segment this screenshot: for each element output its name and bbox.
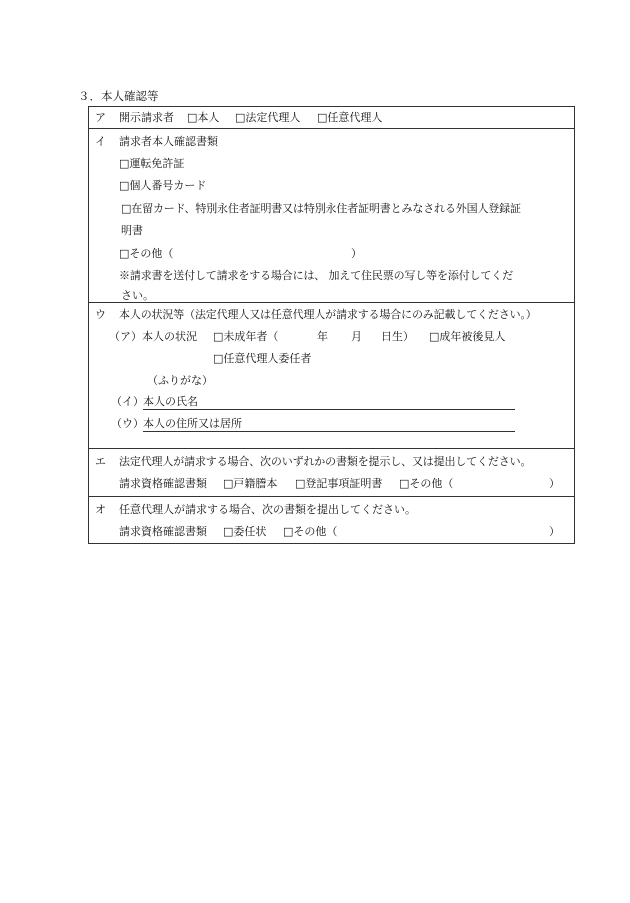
mail-note-cont: さい。	[121, 289, 154, 302]
birth-day-label: 日生）	[381, 330, 414, 343]
legal-rep-instructions: 法定代理人が請求する場合、次のいずれかの書類を提示し、又は提出してください。	[119, 455, 532, 468]
checkbox-other-agent-doc[interactable]: □その他（	[283, 525, 338, 538]
section-principal-status	[89, 303, 574, 449]
section-mark: ア	[95, 111, 106, 124]
other-agent-doc-close: ）	[549, 525, 560, 538]
checkbox-residence-card[interactable]: □在留カード、特別永住者証明書又は特別永住者証明書とみなされる外国人登録証	[121, 202, 521, 215]
section-id-documents	[89, 129, 574, 303]
checkbox-other-id[interactable]: □その他（	[119, 247, 174, 260]
checkbox-other-legal-doc[interactable]: □その他（	[399, 477, 454, 490]
checkbox-registry-certificate[interactable]: □登記事項証明書	[295, 477, 383, 490]
principal-address-label: 本人の住所又は居所	[143, 417, 242, 430]
birth-month-label: 月	[351, 330, 362, 343]
section-mark: イ	[95, 135, 106, 148]
voluntary-agent-instructions: 任意代理人が請求する場合、次の書類を提出してください。	[119, 503, 416, 516]
requester-label: 開示請求者	[119, 111, 174, 124]
checkbox-my-number-card[interactable]: □個人番号カード	[119, 179, 207, 192]
section-voluntary-agent-docs	[89, 497, 574, 543]
principal-name-field[interactable]	[143, 395, 515, 410]
principal-status-label: 本人の状況等（法定代理人又は任意代理人が請求する場合にのみ記載してください。）	[119, 308, 537, 321]
checkbox-self[interactable]: □本人	[187, 111, 220, 124]
section-heading: ３．本人確認等	[78, 89, 159, 103]
section-mark: エ	[95, 455, 106, 468]
other-legal-doc-close: ）	[549, 477, 560, 490]
status-label: （ア）本人の状況	[109, 330, 197, 343]
mail-note: ※請求書を送付して請求をする場合には、 加えて住民票の写し等を添付してくだ	[119, 269, 513, 282]
checkbox-adult-ward[interactable]: □成年被後見人	[429, 330, 506, 343]
qualification-docs-label: 請求資格確認書類	[119, 477, 207, 490]
name-prefix: （イ）	[111, 395, 144, 408]
checkbox-legal-representative[interactable]: □法定代理人	[235, 111, 301, 124]
checkbox-principal[interactable]: □任意代理人委任者	[213, 352, 312, 365]
checkbox-power-of-attorney[interactable]: □委任状	[223, 525, 267, 538]
identity-verification-form	[88, 106, 575, 544]
address-prefix: （ウ）	[111, 417, 144, 430]
id-documents-label: 請求者本人確認書類	[119, 135, 218, 148]
principal-name-label: 本人の氏名	[143, 395, 198, 408]
qualification-docs-label: 請求資格確認書類	[119, 525, 207, 538]
furigana-label: （ふりがな）	[147, 374, 213, 387]
other-id-close: ）	[351, 247, 362, 260]
section-mark: オ	[95, 503, 106, 516]
checkbox-family-register[interactable]: □戸籍謄本	[223, 477, 278, 490]
checkbox-minor[interactable]: □未成年者（	[213, 330, 279, 343]
section-mark: ウ	[95, 308, 106, 321]
principal-address-field[interactable]	[143, 417, 515, 432]
residence-card-text-cont: 明書	[121, 224, 143, 237]
section-requester	[89, 107, 574, 129]
checkbox-voluntary-agent[interactable]: □任意代理人	[317, 111, 383, 124]
checkbox-drivers-license[interactable]: □運転免許証	[119, 157, 185, 170]
section-legal-representative-docs	[89, 449, 574, 497]
birth-year-label: 年	[317, 330, 328, 343]
